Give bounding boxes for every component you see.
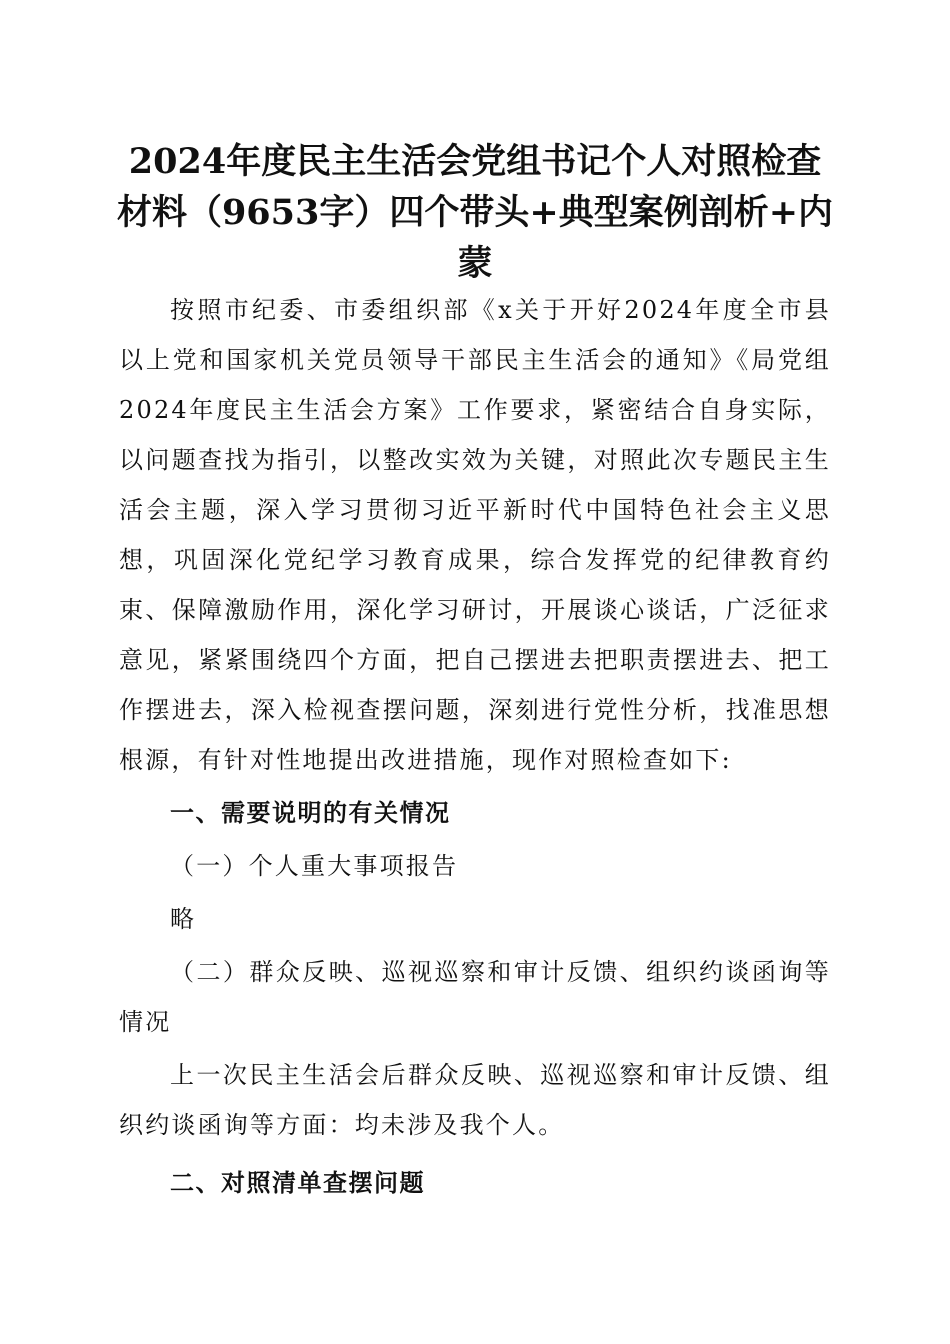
document-body xyxy=(119,285,831,1208)
subsection-body-1: 略 xyxy=(170,905,197,933)
subsection-body-line: 上一次民主生活会后群众反映、巡视巡察和审计反馈、组 xyxy=(170,1061,831,1089)
document-title xyxy=(110,136,840,289)
section-heading-1: 一、需要说明的有关情况 xyxy=(170,799,451,827)
title-line: 蒙 xyxy=(457,243,493,284)
intro-line: 2024年度民主生活会方案》工作要求，紧密结合自身实际，以 xyxy=(119,396,831,474)
subsection-body-line: 织约谈函询等方面：均未涉及我个人。 xyxy=(119,1111,565,1139)
intro-line: 紧紧围绕四个方面，把自己摆进去把职责摆进去、把工作摆进 xyxy=(119,646,831,724)
intro-line: 去，深入检视查摆问题，深刻进行党性分析，找准思想根源， xyxy=(119,696,831,774)
section-heading-2: 二、对照清单查摆问题 xyxy=(170,1169,425,1197)
subsection-heading-line: （二）群众反映、巡视巡察和审计反馈、组织约谈函询等 xyxy=(170,958,831,986)
title-line: 2024年度民主生活会党组书记个人对照检查 xyxy=(128,141,822,182)
intro-line: 按照市纪委、市委组织部《x关于开好2024年度全市县以 xyxy=(119,296,831,374)
subsection-heading-2 xyxy=(119,947,831,1047)
subsection-heading-line: 情况 xyxy=(119,1008,172,1036)
intro-line: 问题查找为指引，以整改实效为关键，对照此次专题民主生活 xyxy=(119,446,832,524)
subsection-heading-1: （一）个人重大事项报告 xyxy=(170,852,459,880)
intro-line: 上党和国家机关党员领导干部民主生活会的通知》《局党组 xyxy=(145,346,831,374)
intro-line: 巩固深化党纪学习教育成果，综合发挥党的纪律教育约束、保 xyxy=(119,546,831,624)
intro-line: 有针对性地提出改进措施，现作对照检查如下: xyxy=(197,746,732,774)
title-line: 材料（9653字）四个带头+典型案例剖析+内 xyxy=(116,192,834,233)
intro-line: 会主题，深入学习贯彻习近平新时代中国特色社会主义思想， xyxy=(119,496,832,574)
intro-line: 障激励作用，深化学习研讨，开展谈心谈话，广泛征求意见， xyxy=(119,596,831,674)
subsection-body-2 xyxy=(119,1050,831,1150)
intro-paragraph xyxy=(119,285,831,785)
